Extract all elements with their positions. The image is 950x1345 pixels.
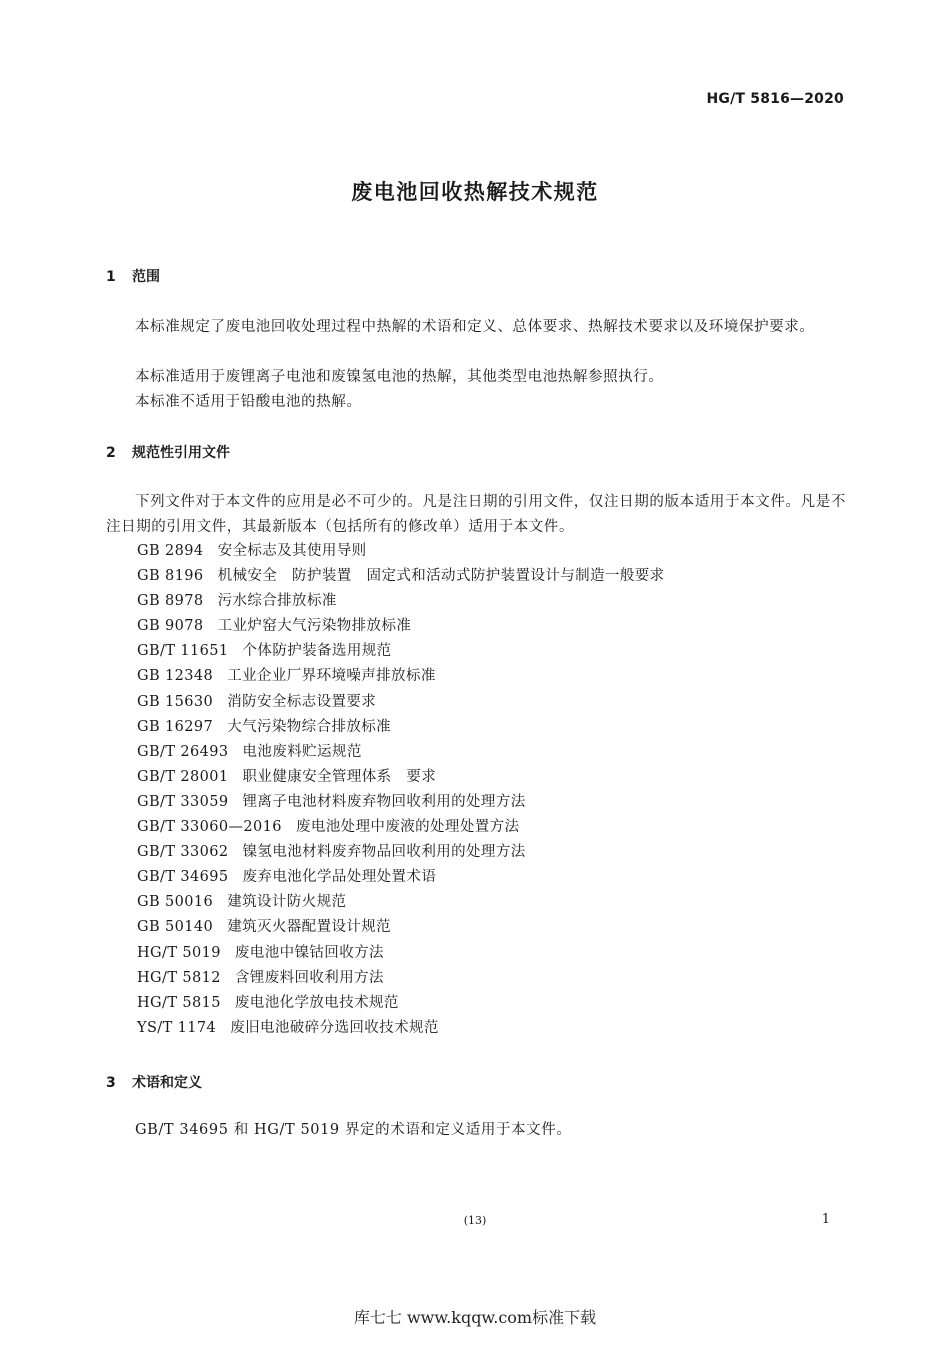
reference-item <box>137 614 665 639</box>
reference-title: 职业健康安全管理体系 要求 <box>242 768 437 785</box>
reference-code: GB/T 34695 <box>137 869 229 886</box>
reference-code: GB/T 26493 <box>137 743 229 760</box>
reference-code: GB 9078 <box>137 618 204 635</box>
reference-code: GB/T 33062 <box>137 844 229 861</box>
reference-item <box>137 765 665 790</box>
reference-code: HG/T 5815 <box>137 994 221 1011</box>
reference-code: GB/T 28001 <box>137 768 229 785</box>
reference-title: 含锂废料回收利用方法 <box>234 969 384 986</box>
section-heading-scope <box>106 266 160 286</box>
reference-title: 污水综合排放标准 <box>217 593 337 610</box>
section-number: 3 <box>106 1075 116 1091</box>
reference-item <box>137 865 665 890</box>
reference-item <box>137 840 665 865</box>
reference-title: 工业企业厂界环境噪声排放标准 <box>227 668 436 685</box>
reference-code: HG/T 5019 <box>137 944 221 961</box>
reference-item <box>137 991 665 1016</box>
reference-title: 镍氢电池材料废弃物品回收利用的处理方法 <box>242 844 526 861</box>
reference-code: GB 12348 <box>137 668 214 685</box>
reference-item <box>137 941 665 966</box>
reference-item <box>137 915 665 940</box>
reference-title: 工业炉窑大气污染物排放标准 <box>217 618 412 635</box>
reference-item <box>137 790 665 815</box>
reference-item <box>137 1016 665 1041</box>
reference-code: HG/T 5812 <box>137 969 221 986</box>
reference-item <box>137 539 665 564</box>
reference-item <box>137 564 665 589</box>
reference-title: 废电池中镍钴回收方法 <box>234 944 384 961</box>
section-title: 术语和定义 <box>132 1075 202 1091</box>
reference-title: 消防安全标志设置要求 <box>227 693 377 710</box>
reference-item <box>137 815 665 840</box>
reference-list <box>137 539 665 1041</box>
paragraph: GB/T 34695 和 HG/T 5019 界定的术语和定义适用于本文件。 <box>135 1122 572 1138</box>
paragraph: 本标准不适用于铅酸电池的热解。 <box>135 394 362 410</box>
section-title: 范围 <box>132 269 160 285</box>
reference-item <box>137 740 665 765</box>
page-number-center: (13) <box>463 1214 487 1227</box>
reference-code: GB 50016 <box>137 894 214 911</box>
reference-code: GB 8978 <box>137 593 204 610</box>
reference-title: 建筑灭火器配置设计规范 <box>227 919 392 936</box>
section-number: 2 <box>106 445 116 461</box>
reference-code: GB/T 11651 <box>137 643 229 660</box>
reference-item <box>137 664 665 689</box>
reference-code: GB 8196 <box>137 568 204 585</box>
section-heading-normative-references <box>106 442 230 462</box>
reference-title: 大气污染物综合排放标准 <box>227 718 392 735</box>
reference-code: GB/T 33059 <box>137 793 229 810</box>
reference-code: GB 16297 <box>137 718 214 735</box>
paragraph: 下列文件对于本文件的应用是必不可少的。凡是注日期的引用文件，仅注日期的版本适用于本文件。凡是不注日期的引用文件，其最新版本（包括所有的修改单）适用于本文件。 <box>106 494 846 535</box>
reference-title: 废电池化学放电技术规范 <box>234 994 399 1011</box>
reference-title: 建筑设计防火规范 <box>227 894 347 911</box>
reference-item <box>137 639 665 664</box>
reference-code: GB 15630 <box>137 693 214 710</box>
reference-title: 安全标志及其使用导则 <box>217 543 367 559</box>
watermark-text: 库七七 www.kqqw.com标准下载 <box>353 1308 597 1327</box>
standard-code: HG/T 5816—2020 <box>706 91 844 107</box>
reference-item <box>137 966 665 991</box>
paragraph: 本标准规定了废电池回收处理过程中热解的术语和定义、总体要求、热解技术要求以及环境保护要求。 <box>135 319 815 335</box>
reference-title: 废旧电池破碎分选回收技术规范 <box>230 1019 439 1036</box>
paragraph: 本标准适用于废锂离子电池和废镍氢电池的热解，其他类型电池热解参照执行。 <box>135 369 664 385</box>
section-heading-terms-and-definitions <box>106 1072 202 1092</box>
reference-code: GB 2894 <box>137 543 204 559</box>
reference-title: 废电池处理中废液的处理处置方法 <box>295 819 520 836</box>
reference-title: 机械安全 防护装置 固定式和活动式防护装置设计与制造一般要求 <box>217 568 665 585</box>
reference-code: GB 50140 <box>137 919 214 936</box>
document-title: 废电池回收热解技术规范 <box>351 180 599 204</box>
reference-code: GB/T 33060—2016 <box>137 819 282 836</box>
reference-item <box>137 589 665 614</box>
section-title: 规范性引用文件 <box>132 445 230 461</box>
reference-item <box>137 715 665 740</box>
reference-title: 废弃电池化学品处理处置术语 <box>242 869 437 886</box>
reference-title: 个体防护装备选用规范 <box>242 643 392 660</box>
section-number: 1 <box>106 269 116 285</box>
reference-code: YS/T 1174 <box>137 1019 217 1036</box>
page-number-right: 1 <box>821 1212 830 1227</box>
reference-item <box>137 890 665 915</box>
reference-title: 锂离子电池材料废弃物回收利用的处理方法 <box>242 793 526 810</box>
reference-item <box>137 690 665 715</box>
reference-title: 电池废料贮运规范 <box>242 743 362 760</box>
